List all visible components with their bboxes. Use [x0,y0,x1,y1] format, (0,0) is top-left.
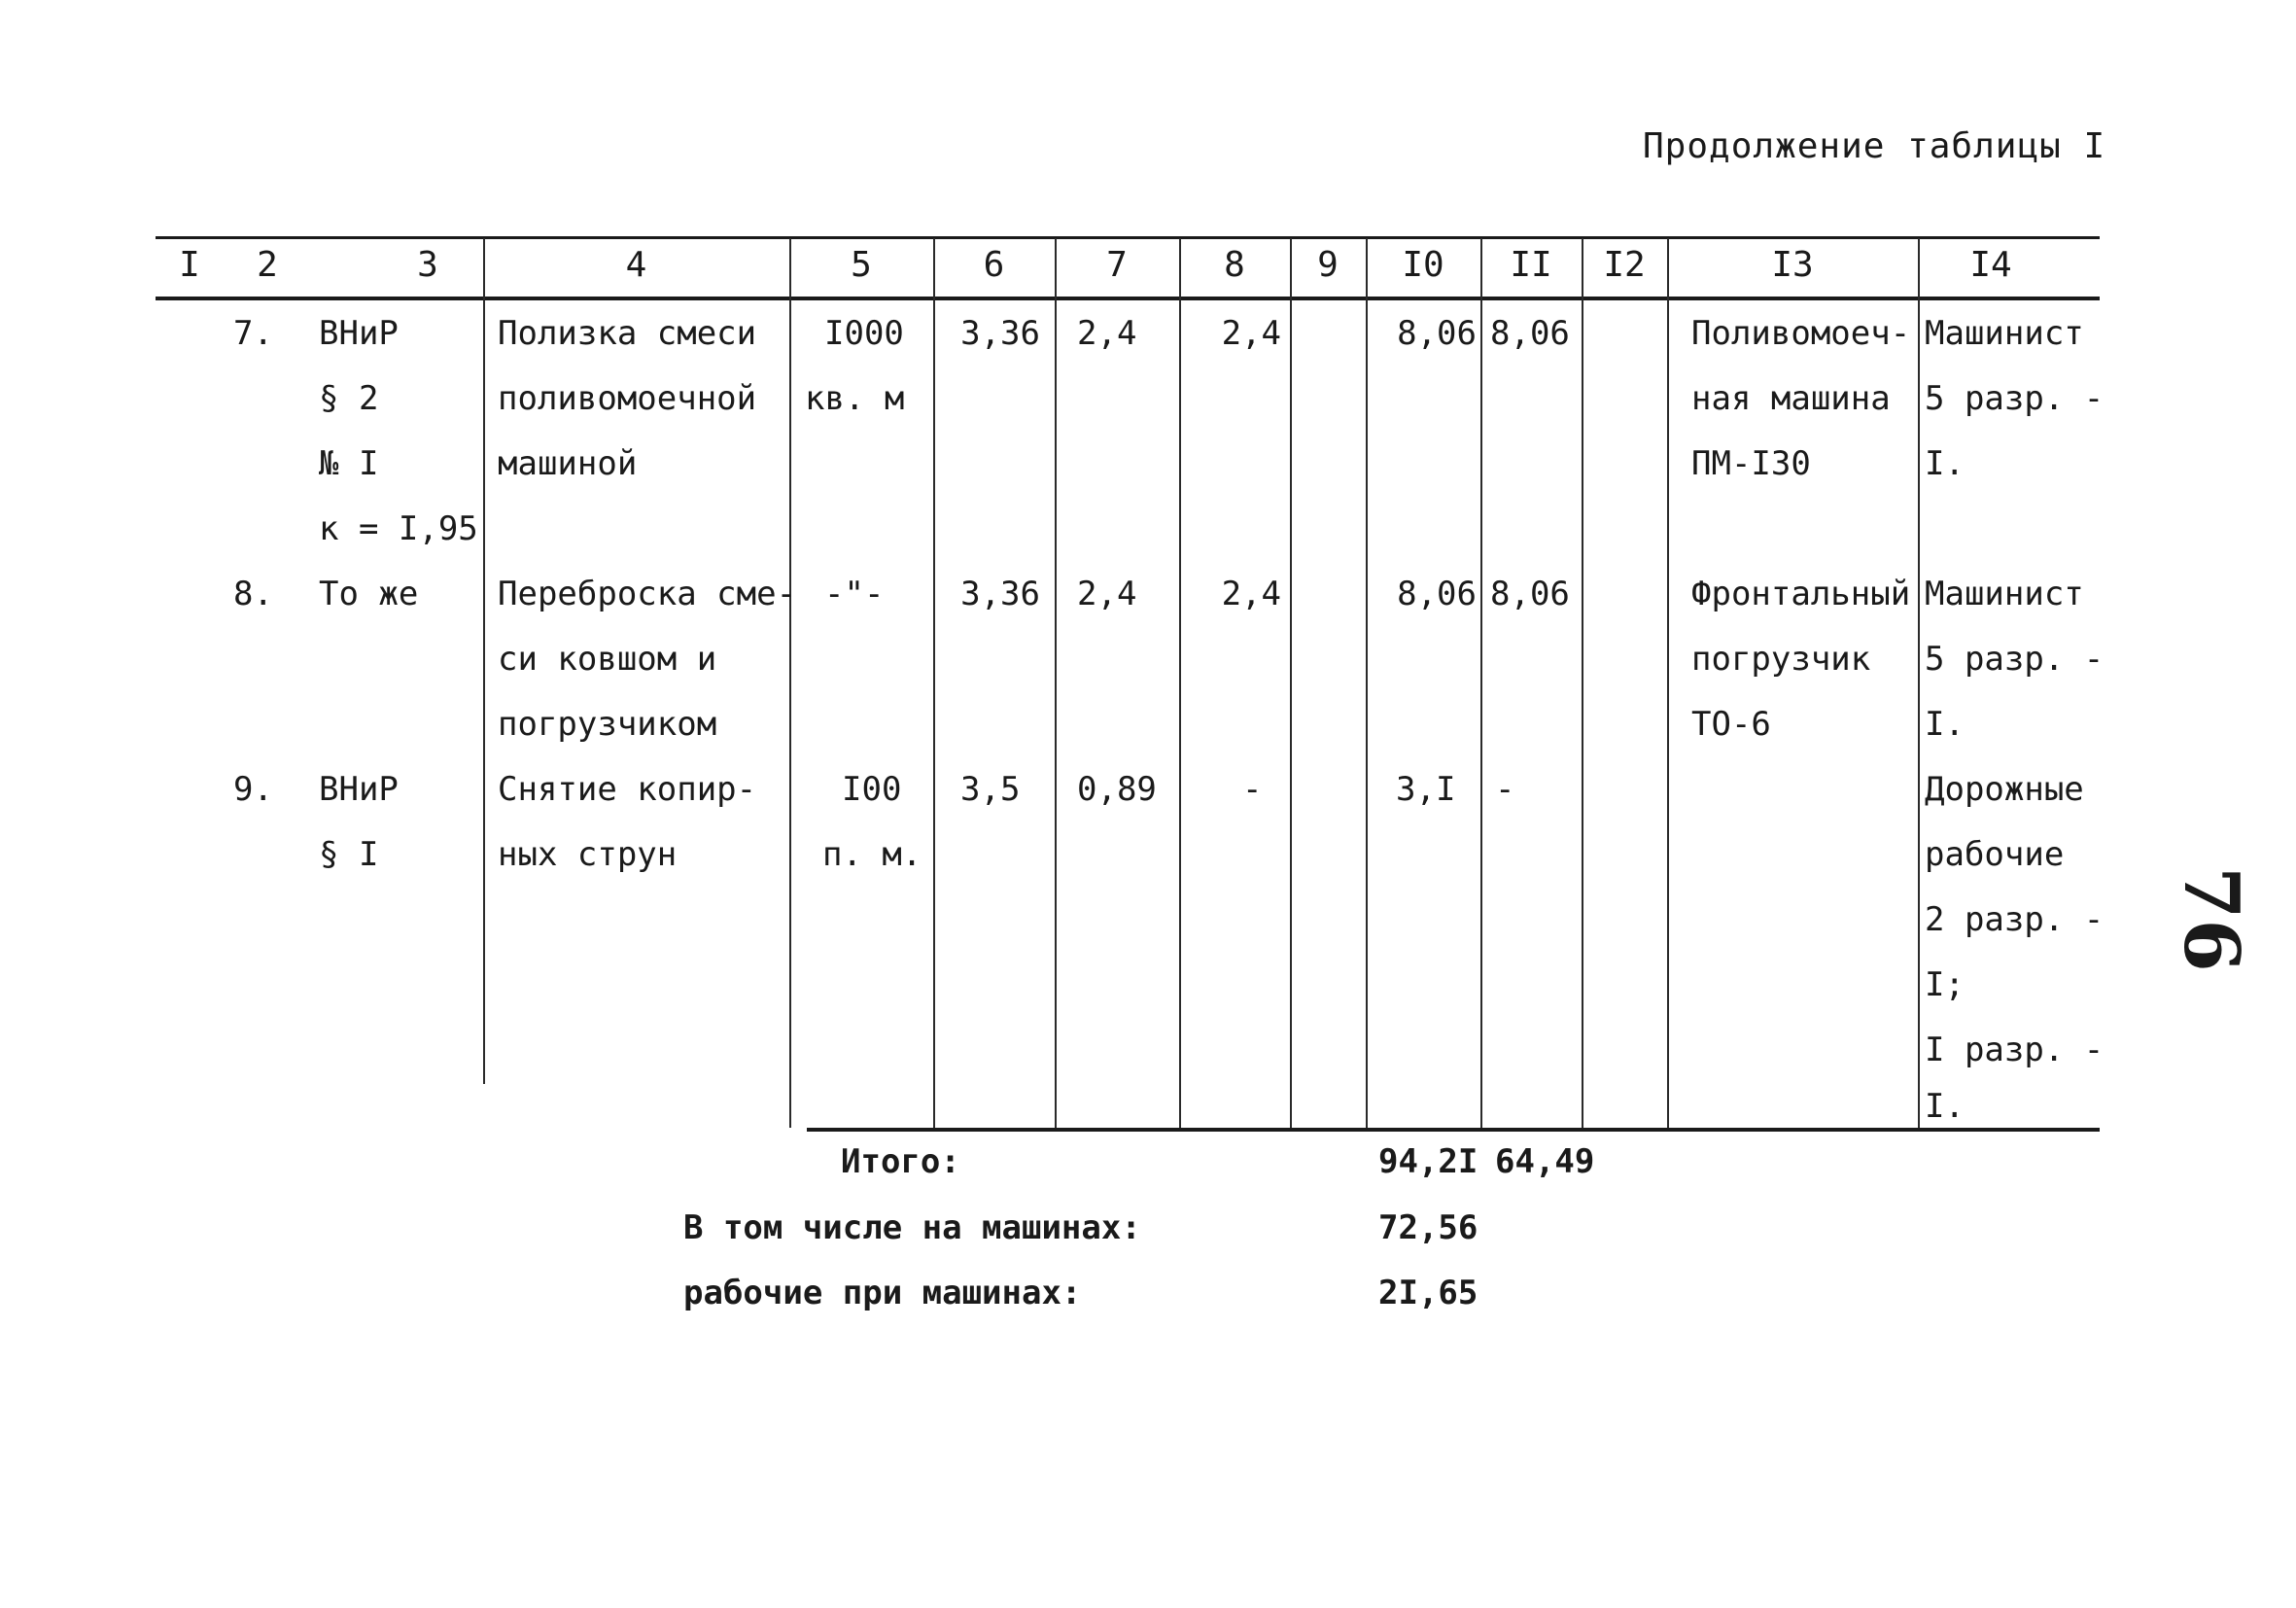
work-line: погрузчиком [498,705,717,744]
header-bottom-rule [156,297,2100,300]
work-line: ных струн [498,835,678,874]
header-cell: I2 [1603,245,1646,285]
col-separator [1366,238,1368,1128]
crew-line: Дорожные [1925,770,2084,809]
value-c10: 8,06 [1397,575,1477,613]
value-c8: 2,4 [1221,575,1281,613]
crew-line: I. [1925,444,1965,483]
value-c6: 3,36 [960,314,1040,353]
machines-label: В том числе на машинах: [683,1208,1141,1247]
crew-line: Машинист [1925,575,2084,613]
header-cell: 2 [257,245,278,285]
table-bottom-rule [807,1128,2100,1132]
header-cell: I4 [1969,245,2012,285]
col-separator [1667,238,1669,1128]
col-separator [483,238,485,1084]
work-line: поливомоечной [498,379,757,418]
crew-line: 2 разр. - [1925,900,2105,939]
totals-c10: 94,2I [1378,1142,1478,1181]
col-separator [1055,238,1057,1128]
value-c11: - [1495,770,1515,809]
crew-line: I; [1925,965,1965,1004]
header-cell: I0 [1402,245,1444,285]
work-line: Снятие копир- [498,770,757,809]
header-cell: I3 [1771,245,1814,285]
crew-line: I. [1925,1087,1965,1126]
header-cell: II [1510,245,1552,285]
source-line: § I [319,835,379,874]
header-cell: 7 [1106,245,1128,285]
header-cell: 6 [983,245,1005,285]
value-c11: 8,06 [1490,314,1570,353]
machine-line: погрузчик [1691,640,1871,679]
source-line: То же [319,575,419,613]
crew-line: I разр. - [1925,1031,2105,1069]
col-separator [1290,238,1292,1128]
value-c11: 8,06 [1490,575,1570,613]
header-cell: 3 [417,245,438,285]
col-separator [1179,238,1181,1128]
unit-line: п. м. [822,835,922,874]
header-cell: 5 [851,245,872,285]
row-number: 8. [233,575,273,613]
work-line: Полизка смеси [498,314,757,353]
col-separator [1918,238,1920,1128]
machine-line: Фронтальный [1691,575,1911,613]
value-c8: 2,4 [1221,314,1281,353]
value-c8: - [1242,770,1263,809]
col-separator [1480,238,1482,1128]
work-line: си ковшом и [498,640,717,679]
source-line: ВНиР [319,314,399,353]
workers-value: 2I,65 [1378,1274,1478,1312]
col-separator [1582,238,1583,1128]
source-line: ВНиР [319,770,399,809]
machine-line: ПМ-I30 [1691,444,1811,483]
work-line: Переброска сме- [498,575,797,613]
machine-line: ная машина [1691,379,1891,418]
source-line: § 2 [319,379,379,418]
unit-line: I000 [824,314,904,353]
crew-line: 5 разр. - [1925,640,2105,679]
crew-line: I. [1925,705,1965,744]
col-separator [789,238,791,1128]
value-c7: 0,89 [1077,770,1157,809]
source-line: № I [319,444,379,483]
value-c6: 3,5 [960,770,1021,809]
header-cell: I [179,245,200,285]
row-number: 9. [233,770,273,809]
table-top-rule [156,236,2100,239]
totals-label: Итого: [841,1142,960,1181]
value-c10: 8,06 [1397,314,1477,353]
col-separator [933,238,935,1128]
machine-line: Поливомоеч- [1691,314,1911,353]
source-line: к = I,95 [319,509,478,548]
row-number: 7. [233,314,273,353]
crew-line: Машинист [1925,314,2084,353]
totals-c11: 64,49 [1495,1142,1595,1181]
workers-label: рабочие при машинах: [683,1274,1082,1312]
header-cell: 8 [1224,245,1245,285]
value-c10: 3,I [1396,770,1456,809]
unit-line: -"- [824,575,885,613]
value-c7: 2,4 [1077,575,1137,613]
page-number: 76 [2166,866,2255,972]
machines-value: 72,56 [1378,1208,1478,1247]
header-cell: 4 [625,245,647,285]
unit-line: I00 [842,770,902,809]
crew-line: 5 разр. - [1925,379,2105,418]
value-c7: 2,4 [1077,314,1137,353]
machine-line: ТО-6 [1691,705,1771,744]
value-c6: 3,36 [960,575,1040,613]
crew-line: рабочие [1925,835,2065,874]
unit-line: кв. м [805,379,905,418]
header-cell: 9 [1317,245,1339,285]
work-line: машиной [498,444,638,483]
table-caption: Продолжение таблицы I [1643,126,2106,166]
